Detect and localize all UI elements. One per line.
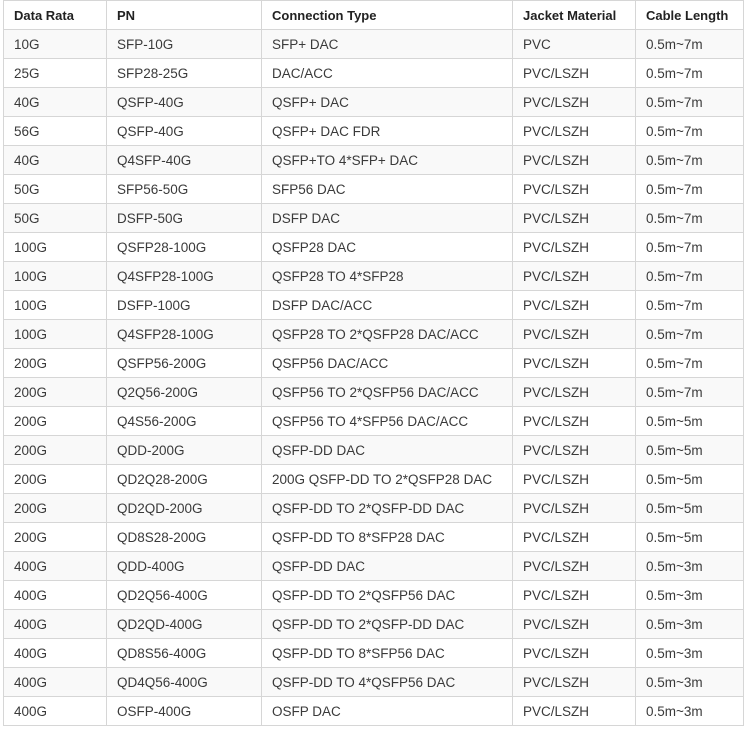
table-row (4, 581, 744, 610)
cell-pn: QD8S56-400G (107, 639, 262, 668)
cell-data-rate: 200G (4, 349, 107, 378)
cell-jacket-material: PVC/LSZH (513, 378, 636, 407)
cell-jacket-material: PVC/LSZH (513, 465, 636, 494)
cell-connection-type: QSFP+TO 4*SFP+ DAC (262, 146, 513, 175)
table-header (4, 1, 744, 30)
cell-pn: Q2Q56-200G (107, 378, 262, 407)
cell-pn: Q4S56-200G (107, 407, 262, 436)
cell-jacket-material: PVC/LSZH (513, 436, 636, 465)
cell-cable-length: 0.5m~3m (636, 668, 744, 697)
cell-pn: QD4Q56-400G (107, 668, 262, 697)
cell-connection-type: QSFP28 TO 4*SFP28 (262, 262, 513, 291)
cell-cable-length: 0.5m~3m (636, 581, 744, 610)
cell-pn: QDD-200G (107, 436, 262, 465)
cell-data-rate: 400G (4, 552, 107, 581)
table-row (4, 378, 744, 407)
cell-connection-type: QSFP-DD TO 4*QSFP56 DAC (262, 668, 513, 697)
table-row (4, 407, 744, 436)
table-row (4, 59, 744, 88)
cell-cable-length: 0.5m~7m (636, 291, 744, 320)
table-row (4, 639, 744, 668)
cell-data-rate: 50G (4, 175, 107, 204)
table-row (4, 204, 744, 233)
cell-connection-type: QSFP56 TO 4*SFP56 DAC/ACC (262, 407, 513, 436)
table-row (4, 610, 744, 639)
cell-data-rate: 25G (4, 59, 107, 88)
cell-jacket-material: PVC (513, 30, 636, 59)
cell-cable-length: 0.5m~7m (636, 146, 744, 175)
cell-pn: Q4SFP28-100G (107, 320, 262, 349)
cell-data-rate: 200G (4, 407, 107, 436)
cell-jacket-material: PVC/LSZH (513, 639, 636, 668)
cell-data-rate: 200G (4, 465, 107, 494)
table-row (4, 30, 744, 59)
cell-cable-length: 0.5m~7m (636, 378, 744, 407)
cell-connection-type: QSFP-DD TO 8*SFP56 DAC (262, 639, 513, 668)
table-row (4, 523, 744, 552)
table-row (4, 552, 744, 581)
cell-data-rate: 50G (4, 204, 107, 233)
cell-pn: DSFP-100G (107, 291, 262, 320)
cell-pn: QD2QD-200G (107, 494, 262, 523)
cable-spec-table (3, 0, 744, 726)
cell-cable-length: 0.5m~5m (636, 407, 744, 436)
cell-data-rate: 400G (4, 581, 107, 610)
cell-cable-length: 0.5m~3m (636, 610, 744, 639)
cell-cable-length: 0.5m~7m (636, 88, 744, 117)
header-cable-length: Cable Length (636, 1, 744, 30)
cell-jacket-material: PVC/LSZH (513, 291, 636, 320)
header-pn: PN (107, 1, 262, 30)
cell-data-rate: 100G (4, 291, 107, 320)
cell-cable-length: 0.5m~7m (636, 233, 744, 262)
cell-pn: QD8S28-200G (107, 523, 262, 552)
cell-connection-type: QSFP28 TO 2*QSFP28 DAC/ACC (262, 320, 513, 349)
cell-data-rate: 100G (4, 320, 107, 349)
table-row (4, 668, 744, 697)
cell-connection-type: QSFP28 DAC (262, 233, 513, 262)
cell-data-rate: 200G (4, 436, 107, 465)
cell-jacket-material: PVC/LSZH (513, 117, 636, 146)
header-row (4, 1, 744, 30)
table-row (4, 146, 744, 175)
cell-pn: Q4SFP-40G (107, 146, 262, 175)
table-row (4, 88, 744, 117)
table-row (4, 494, 744, 523)
cell-connection-type: SFP+ DAC (262, 30, 513, 59)
cell-pn: QSFP-40G (107, 117, 262, 146)
cell-cable-length: 0.5m~5m (636, 494, 744, 523)
cell-connection-type: 200G QSFP-DD TO 2*QSFP28 DAC (262, 465, 513, 494)
cell-connection-type: QSFP56 DAC/ACC (262, 349, 513, 378)
cell-data-rate: 40G (4, 146, 107, 175)
cell-cable-length: 0.5m~5m (636, 523, 744, 552)
cell-jacket-material: PVC/LSZH (513, 668, 636, 697)
cable-spec-table-container (3, 0, 743, 726)
cell-jacket-material: PVC/LSZH (513, 523, 636, 552)
cell-jacket-material: PVC/LSZH (513, 204, 636, 233)
cell-cable-length: 0.5m~7m (636, 30, 744, 59)
cell-data-rate: 40G (4, 88, 107, 117)
cell-connection-type: QSFP+ DAC (262, 88, 513, 117)
cell-pn: OSFP-400G (107, 697, 262, 726)
cell-cable-length: 0.5m~3m (636, 639, 744, 668)
table-row (4, 320, 744, 349)
cell-pn: DSFP-50G (107, 204, 262, 233)
cell-cable-length: 0.5m~7m (636, 320, 744, 349)
cell-pn: QSFP-40G (107, 88, 262, 117)
table-row (4, 175, 744, 204)
cell-data-rate: 200G (4, 494, 107, 523)
cell-cable-length: 0.5m~5m (636, 436, 744, 465)
cell-connection-type: QSFP-DD DAC (262, 436, 513, 465)
cell-connection-type: QSFP-DD TO 2*QSFP56 DAC (262, 581, 513, 610)
cell-cable-length: 0.5m~7m (636, 204, 744, 233)
cell-connection-type: OSFP DAC (262, 697, 513, 726)
cell-connection-type: SFP56 DAC (262, 175, 513, 204)
cell-cable-length: 0.5m~3m (636, 552, 744, 581)
cell-pn: QDD-400G (107, 552, 262, 581)
cell-pn: Q4SFP28-100G (107, 262, 262, 291)
cell-data-rate: 10G (4, 30, 107, 59)
cell-cable-length: 0.5m~3m (636, 697, 744, 726)
table-row (4, 436, 744, 465)
cell-connection-type: DSFP DAC/ACC (262, 291, 513, 320)
header-connection-type: Connection Type (262, 1, 513, 30)
table-row (4, 117, 744, 146)
cell-data-rate: 400G (4, 639, 107, 668)
cell-cable-length: 0.5m~7m (636, 349, 744, 378)
cell-jacket-material: PVC/LSZH (513, 88, 636, 117)
cell-pn: SFP28-25G (107, 59, 262, 88)
cell-cable-length: 0.5m~7m (636, 262, 744, 291)
cell-cable-length: 0.5m~7m (636, 117, 744, 146)
cell-pn: QD2QD-400G (107, 610, 262, 639)
cell-connection-type: QSFP+ DAC FDR (262, 117, 513, 146)
cell-connection-type: QSFP56 TO 2*QSFP56 DAC/ACC (262, 378, 513, 407)
cell-cable-length: 0.5m~5m (636, 465, 744, 494)
cell-jacket-material: PVC/LSZH (513, 262, 636, 291)
table-row (4, 291, 744, 320)
cell-data-rate: 100G (4, 233, 107, 262)
cell-jacket-material: PVC/LSZH (513, 349, 636, 378)
cell-connection-type: QSFP-DD TO 2*QSFP-DD DAC (262, 494, 513, 523)
table-row (4, 465, 744, 494)
header-jacket-material: Jacket Material (513, 1, 636, 30)
cell-pn: QD2Q28-200G (107, 465, 262, 494)
cell-data-rate: 200G (4, 378, 107, 407)
cell-cable-length: 0.5m~7m (636, 59, 744, 88)
cell-jacket-material: PVC/LSZH (513, 610, 636, 639)
cell-pn: QD2Q56-400G (107, 581, 262, 610)
cell-data-rate: 400G (4, 668, 107, 697)
cell-data-rate: 56G (4, 117, 107, 146)
cell-data-rate: 400G (4, 697, 107, 726)
cell-connection-type: DAC/ACC (262, 59, 513, 88)
header-data-rate: Data Rata (4, 1, 107, 30)
cell-jacket-material: PVC/LSZH (513, 581, 636, 610)
cell-data-rate: 400G (4, 610, 107, 639)
cell-cable-length: 0.5m~7m (636, 175, 744, 204)
cell-data-rate: 100G (4, 262, 107, 291)
table-body (4, 30, 744, 726)
cell-jacket-material: PVC/LSZH (513, 175, 636, 204)
cell-connection-type: DSFP DAC (262, 204, 513, 233)
table-row (4, 349, 744, 378)
cell-jacket-material: PVC/LSZH (513, 59, 636, 88)
cell-pn: SFP-10G (107, 30, 262, 59)
cell-connection-type: QSFP-DD TO 2*QSFP-DD DAC (262, 610, 513, 639)
table-row (4, 262, 744, 291)
cell-jacket-material: PVC/LSZH (513, 407, 636, 436)
cell-pn: QSFP56-200G (107, 349, 262, 378)
cell-jacket-material: PVC/LSZH (513, 697, 636, 726)
cell-jacket-material: PVC/LSZH (513, 494, 636, 523)
cell-jacket-material: PVC/LSZH (513, 320, 636, 349)
cell-connection-type: QSFP-DD DAC (262, 552, 513, 581)
table-row (4, 233, 744, 262)
cell-jacket-material: PVC/LSZH (513, 146, 636, 175)
cell-pn: QSFP28-100G (107, 233, 262, 262)
cell-connection-type: QSFP-DD TO 8*SFP28 DAC (262, 523, 513, 552)
table-row (4, 697, 744, 726)
cell-jacket-material: PVC/LSZH (513, 552, 636, 581)
cell-pn: SFP56-50G (107, 175, 262, 204)
cell-data-rate: 200G (4, 523, 107, 552)
cell-jacket-material: PVC/LSZH (513, 233, 636, 262)
